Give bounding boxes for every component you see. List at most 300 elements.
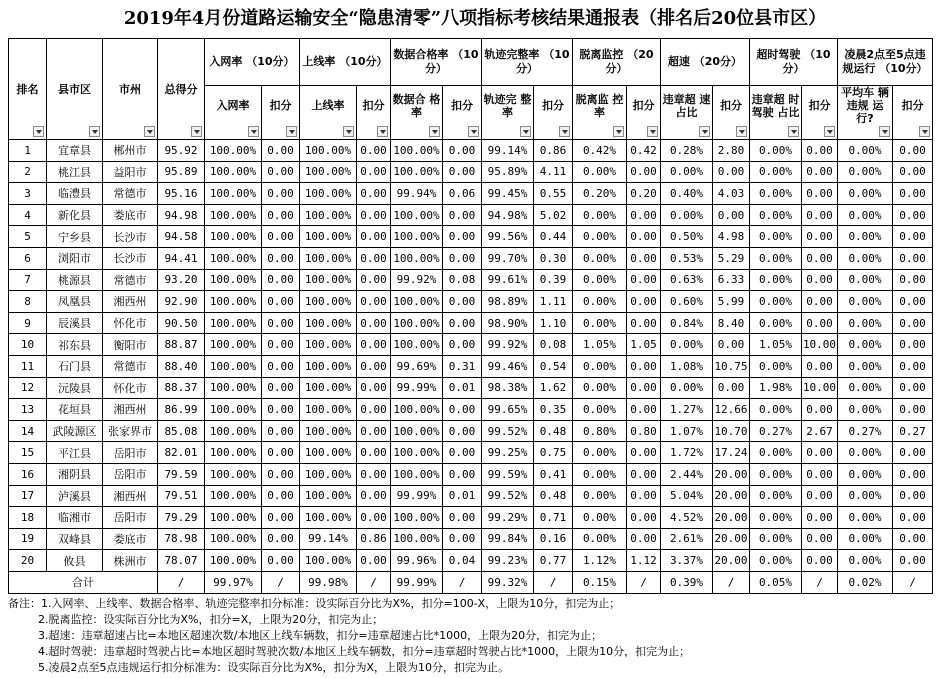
table-cell: 0.55 xyxy=(534,183,573,205)
table-cell: 0.00% xyxy=(750,463,802,485)
table-cell: 0.00 xyxy=(713,334,750,356)
table-cell: 0.00% xyxy=(838,463,893,485)
table-cell: 1.12% xyxy=(573,550,627,572)
filter-dropdown-icon[interactable] xyxy=(33,126,44,137)
table-cell: 0.00 xyxy=(262,528,300,550)
table-cell: 99.94% xyxy=(391,183,443,205)
table-cell: 12 xyxy=(9,377,47,399)
table-cell: 85.08 xyxy=(158,420,205,442)
table-cell: 0.00% xyxy=(838,485,893,507)
results-table xyxy=(8,38,933,594)
table-cell: 90.50 xyxy=(158,312,205,334)
note-line-4: 4.超时驾驶：违章超时驾驶占比=本地区超时驾驶次数/本地区上线车辆数，扣分=违章超时驾驶占比*1000，上限为10分，扣完为止； xyxy=(38,645,691,658)
table-cell: 20.00 xyxy=(713,528,750,550)
table-cell: 100.00% xyxy=(391,226,443,248)
table-cell: 0.00 xyxy=(802,312,838,334)
filter-dropdown-icon[interactable] xyxy=(699,126,710,137)
table-cell: 100.00% xyxy=(205,312,262,334)
table-cell: 湘西州 xyxy=(103,399,158,421)
table-cell: 100.00% xyxy=(300,485,357,507)
header-sub-deduction: 扣分 xyxy=(443,86,482,140)
table-cell: 1.98% xyxy=(750,377,802,399)
header-sub-deduction: 扣分 xyxy=(893,86,933,140)
table-row xyxy=(9,377,933,399)
table-cell: 益阳市 xyxy=(103,161,158,183)
table-cell: 怀化市 xyxy=(103,377,158,399)
table-cell: 0.00 xyxy=(357,183,391,205)
table-cell: 95.89 xyxy=(158,161,205,183)
totals-label: 合计 xyxy=(9,571,158,593)
table-cell: 8 xyxy=(9,291,47,313)
table-cell: 双峰县 xyxy=(47,528,103,550)
table-cell: 100.00% xyxy=(300,247,357,269)
header-group: 脱离监控 （20分） xyxy=(573,39,661,86)
table-cell: 0.00% xyxy=(838,226,893,248)
report-title: 2019年4月份道路运输安全“隐患清零”八项指标考核结果通报表（排名后20位县市区） xyxy=(123,8,827,29)
filter-dropdown-icon[interactable] xyxy=(468,126,479,137)
table-cell: 1.62 xyxy=(534,377,573,399)
table-cell: 0.00 xyxy=(262,507,300,529)
table-cell: 99.59% xyxy=(482,463,534,485)
table-cell: 2.61% xyxy=(661,528,713,550)
totals-cell: 0.39% xyxy=(661,571,713,593)
table-cell: 沅陵县 xyxy=(47,377,103,399)
table-cell: 99.61% xyxy=(482,269,534,291)
table-cell: 0.00 xyxy=(262,291,300,313)
table-cell: 0.00% xyxy=(573,507,627,529)
table-cell: 9 xyxy=(9,312,47,334)
table-cell: 0.80% xyxy=(573,420,627,442)
table-cell: 0.77 xyxy=(534,550,573,572)
table-cell: 0.00 xyxy=(802,528,838,550)
table-cell: 0.20% xyxy=(573,183,627,205)
header-group: 轨迹完整率 （10分） xyxy=(482,39,573,86)
table-cell: 0.00 xyxy=(802,247,838,269)
totals-cell: 99.99% xyxy=(391,571,443,593)
table-cell: 100.00% xyxy=(205,420,262,442)
table-cell: 0.00% xyxy=(750,399,802,421)
table-cell: 20 xyxy=(9,550,47,572)
table-cell: 0.01 xyxy=(443,377,482,399)
table-cell: 0.00 xyxy=(357,463,391,485)
filter-dropdown-icon[interactable] xyxy=(191,126,202,137)
table-cell: 0.00 xyxy=(262,420,300,442)
table-cell: 0.00 xyxy=(802,161,838,183)
table-cell: 宁乡县 xyxy=(47,226,103,248)
table-cell: 0.00% xyxy=(661,377,713,399)
table-row xyxy=(9,247,933,269)
table-cell: 临澧县 xyxy=(47,183,103,205)
table-cell: 0.00% xyxy=(573,226,627,248)
table-cell: 衡阳市 xyxy=(103,334,158,356)
table-cell: 0.48 xyxy=(534,420,573,442)
table-cell: 4.52% xyxy=(661,507,713,529)
header-city: 市州 xyxy=(103,39,158,140)
table-cell: 0.00% xyxy=(750,485,802,507)
table-cell: 5.02 xyxy=(534,204,573,226)
table-cell: 0.00 xyxy=(443,528,482,550)
filter-dropdown-icon[interactable] xyxy=(343,126,354,137)
table-cell: 99.70% xyxy=(482,247,534,269)
filter-dropdown-icon[interactable] xyxy=(736,126,747,137)
table-row xyxy=(9,528,933,550)
table-cell: 100.00% xyxy=(391,161,443,183)
table-cell: 10.00 xyxy=(802,334,838,356)
table-cell: 0.00% xyxy=(838,247,893,269)
filter-dropdown-icon[interactable] xyxy=(879,126,890,137)
header-group: 超时驾驶 （10分） xyxy=(750,39,838,86)
totals-cell: / xyxy=(262,571,300,593)
table-cell: 0.00 xyxy=(262,442,300,464)
table-cell: 0.00% xyxy=(750,442,802,464)
table-cell: 13 xyxy=(9,399,47,421)
table-cell: 10.70 xyxy=(713,420,750,442)
table-cell: 0.54 xyxy=(534,355,573,377)
table-cell: 20.00 xyxy=(713,507,750,529)
table-cell: 100.00% xyxy=(300,334,357,356)
table-cell: 0.00% xyxy=(750,355,802,377)
table-cell: 0.00 xyxy=(893,269,933,291)
table-cell: 泸溪县 xyxy=(47,485,103,507)
table-cell: 100.00% xyxy=(300,463,357,485)
table-cell: 0.00 xyxy=(443,226,482,248)
table-cell: 0.71 xyxy=(534,507,573,529)
table-cell: 0.00% xyxy=(750,247,802,269)
header-sub-metric: 入网率 xyxy=(205,86,262,140)
table-cell: 94.41 xyxy=(158,247,205,269)
table-cell: 100.00% xyxy=(300,161,357,183)
table-cell: 0.00 xyxy=(443,334,482,356)
filter-dropdown-icon[interactable] xyxy=(559,126,570,137)
table-cell: 花垣县 xyxy=(47,399,103,421)
table-cell: 1.08% xyxy=(661,355,713,377)
table-cell: 100.00% xyxy=(205,485,262,507)
table-cell: 0.00 xyxy=(627,528,661,550)
filter-dropdown-icon[interactable] xyxy=(788,126,799,137)
table-cell: 0.00% xyxy=(838,204,893,226)
filter-dropdown-icon[interactable] xyxy=(248,126,259,137)
filter-dropdown-icon[interactable] xyxy=(919,126,930,137)
table-cell: 100.00% xyxy=(205,399,262,421)
table-cell: 0.00% xyxy=(573,291,627,313)
table-cell: 100.00% xyxy=(300,550,357,572)
table-cell: 0.00% xyxy=(838,507,893,529)
table-cell: 0.00% xyxy=(750,528,802,550)
table-cell: 6 xyxy=(9,247,47,269)
table-cell: 0.60% xyxy=(661,291,713,313)
table-cell: 0.00 xyxy=(627,226,661,248)
table-cell: 0.00 xyxy=(627,161,661,183)
table-cell: 常德市 xyxy=(103,355,158,377)
table-cell: 0.00 xyxy=(713,377,750,399)
table-cell: 0.00 xyxy=(627,269,661,291)
totals-cell: 0.15% xyxy=(573,571,627,593)
header-group: 入网率 （10分） xyxy=(205,39,300,86)
table-cell: 0.00% xyxy=(838,140,893,162)
table-cell: 0.08 xyxy=(443,269,482,291)
table-cell: 0.00 xyxy=(893,507,933,529)
table-cell: 100.00% xyxy=(205,528,262,550)
table-cell: 0.00% xyxy=(750,291,802,313)
table-cell: 岳阳市 xyxy=(103,507,158,529)
table-cell: 100.00% xyxy=(300,507,357,529)
table-cell: 0.00 xyxy=(802,507,838,529)
table-cell: 100.00% xyxy=(205,550,262,572)
table-cell: 0.00 xyxy=(627,463,661,485)
table-cell: 100.00% xyxy=(391,463,443,485)
table-cell: 100.00% xyxy=(300,140,357,162)
notes-section xyxy=(8,596,948,676)
table-cell: 99.99% xyxy=(391,485,443,507)
table-cell: 100.00% xyxy=(205,442,262,464)
filter-dropdown-icon[interactable] xyxy=(647,126,658,137)
table-cell: 0.30 xyxy=(534,247,573,269)
table-cell: 99.14% xyxy=(482,140,534,162)
table-cell: 1.10 xyxy=(534,312,573,334)
table-cell: 2.44% xyxy=(661,463,713,485)
table-cell: 88.87 xyxy=(158,334,205,356)
table-cell: 平江县 xyxy=(47,442,103,464)
header-sub-metric: 平均车 辆违规 运行? xyxy=(838,86,893,140)
table-cell: 0.00 xyxy=(262,312,300,334)
table-cell: 99.92% xyxy=(482,334,534,356)
table-cell: 0.00 xyxy=(443,399,482,421)
filter-dropdown-icon[interactable] xyxy=(824,126,835,137)
table-cell: 浏阳市 xyxy=(47,247,103,269)
table-cell: 0.00 xyxy=(802,485,838,507)
filter-dropdown-icon[interactable] xyxy=(286,126,297,137)
header-sub-deduction: 扣分 xyxy=(713,86,750,140)
table-cell: 100.00% xyxy=(391,528,443,550)
table-cell: 95.16 xyxy=(158,183,205,205)
table-cell: 0.53% xyxy=(661,247,713,269)
table-cell: 99.92% xyxy=(391,269,443,291)
table-cell: 98.89% xyxy=(482,291,534,313)
table-cell: 18 xyxy=(9,507,47,529)
table-cell: 0.00 xyxy=(357,420,391,442)
table-cell: 0.00 xyxy=(893,377,933,399)
header-sub-deduction: 扣分 xyxy=(262,86,300,140)
table-cell: 0.20 xyxy=(627,183,661,205)
table-cell: 1.72% xyxy=(661,442,713,464)
filter-dropdown-icon[interactable] xyxy=(613,126,624,137)
table-cell: 10.00 xyxy=(802,377,838,399)
note-line-1: 备注：1.入网率、上线率、数据合格率、轨迹完整率扣分标准：设实际百分比为X%，扣分=100-X，上限为10分，扣完为止； xyxy=(8,597,621,610)
table-cell: 0.00% xyxy=(838,161,893,183)
table-cell: 0.00 xyxy=(627,291,661,313)
table-cell: 0.00 xyxy=(627,355,661,377)
header-sub-deduction: 扣分 xyxy=(534,86,573,140)
table-cell: 0.27% xyxy=(838,420,893,442)
table-cell: 100.00% xyxy=(300,269,357,291)
table-cell: 100.00% xyxy=(300,420,357,442)
table-cell: 0.00% xyxy=(573,269,627,291)
table-row xyxy=(9,226,933,248)
table-cell: 0.00 xyxy=(893,442,933,464)
table-cell: 0.27 xyxy=(893,420,933,442)
totals-cell: / xyxy=(802,571,838,593)
table-cell: 0.00% xyxy=(661,161,713,183)
table-cell: 0.00% xyxy=(750,226,802,248)
table-cell: 15 xyxy=(9,442,47,464)
table-cell: 100.00% xyxy=(300,312,357,334)
table-cell: 0.28% xyxy=(661,140,713,162)
table-cell: 100.00% xyxy=(205,269,262,291)
table-cell: 0.00 xyxy=(893,528,933,550)
header-sub-deduction: 扣分 xyxy=(357,86,391,140)
table-cell: 100.00% xyxy=(205,377,262,399)
totals-cell: / xyxy=(713,571,750,593)
table-cell: 1.12 xyxy=(627,550,661,572)
table-cell: 0.40% xyxy=(661,183,713,205)
table-row xyxy=(9,161,933,183)
table-cell: 0.00 xyxy=(357,485,391,507)
table-cell: 99.29% xyxy=(482,507,534,529)
table-cell: 0.00 xyxy=(357,161,391,183)
table-cell: 岳阳市 xyxy=(103,463,158,485)
table-cell: 0.00% xyxy=(750,550,802,572)
table-cell: 98.38% xyxy=(482,377,534,399)
table-cell: 100.00% xyxy=(205,355,262,377)
table-cell: 100.00% xyxy=(300,399,357,421)
table-cell: 100.00% xyxy=(391,420,443,442)
header-sub-deduction: 扣分 xyxy=(802,86,838,140)
filter-dropdown-icon[interactable] xyxy=(429,126,440,137)
table-cell: 100.00% xyxy=(205,204,262,226)
totals-cell: / xyxy=(357,571,391,593)
totals-row xyxy=(9,571,933,593)
table-cell: 0.00 xyxy=(443,463,482,485)
table-cell: 99.69% xyxy=(391,355,443,377)
table-cell: 0.00 xyxy=(357,291,391,313)
table-cell: 0.08 xyxy=(534,334,573,356)
table-cell: 0.00% xyxy=(750,140,802,162)
table-cell: 0.00 xyxy=(893,463,933,485)
table-row xyxy=(9,334,933,356)
table-row xyxy=(9,442,933,464)
table-cell: 0.00 xyxy=(357,355,391,377)
table-cell: 78.98 xyxy=(158,528,205,550)
table-cell: 辰溪县 xyxy=(47,312,103,334)
header-group: 超速 （20分） xyxy=(661,39,750,86)
table-cell: 长沙市 xyxy=(103,247,158,269)
table-cell: 1.05% xyxy=(750,334,802,356)
table-cell: 湘西州 xyxy=(103,485,158,507)
table-cell: 99.52% xyxy=(482,420,534,442)
table-row xyxy=(9,485,933,507)
table-cell: 0.00 xyxy=(443,247,482,269)
table-cell: 0.35 xyxy=(534,399,573,421)
table-row xyxy=(9,355,933,377)
table-cell: 0.00 xyxy=(627,204,661,226)
table-cell: 0.50% xyxy=(661,226,713,248)
table-cell: 4.11 xyxy=(534,161,573,183)
table-cell: 5 xyxy=(9,226,47,248)
table-cell: 武陵源区 xyxy=(47,420,103,442)
table-row xyxy=(9,550,933,572)
table-cell: 0.00% xyxy=(573,528,627,550)
table-cell: 86.99 xyxy=(158,399,205,421)
table-cell: 100.00% xyxy=(300,355,357,377)
table-cell: 0.00% xyxy=(838,183,893,205)
table-cell: 0.86 xyxy=(534,140,573,162)
table-cell: 0.44 xyxy=(534,226,573,248)
table-cell: 0.00% xyxy=(838,269,893,291)
table-cell: 0.00 xyxy=(893,550,933,572)
filter-dropdown-icon[interactable] xyxy=(89,126,100,137)
totals-cell: 99.32% xyxy=(482,571,534,593)
table-cell: 14 xyxy=(9,420,47,442)
table-cell: 100.00% xyxy=(205,161,262,183)
table-cell: 10.75 xyxy=(713,355,750,377)
table-cell: 92.90 xyxy=(158,291,205,313)
table-row xyxy=(9,420,933,442)
table-cell: 0.00 xyxy=(802,355,838,377)
table-cell: 株洲市 xyxy=(103,550,158,572)
table-cell: 100.00% xyxy=(205,226,262,248)
table-cell: 0.39 xyxy=(534,269,573,291)
table-cell: 0.00% xyxy=(573,312,627,334)
table-cell: 99.56% xyxy=(482,226,534,248)
table-cell: 99.65% xyxy=(482,399,534,421)
table-cell: 99.96% xyxy=(391,550,443,572)
table-cell: 0.00 xyxy=(893,140,933,162)
table-cell: 桃江县 xyxy=(47,161,103,183)
table-cell: 12.66 xyxy=(713,399,750,421)
totals-cell: / xyxy=(627,571,661,593)
table-cell: 0.00% xyxy=(838,312,893,334)
table-cell: 祁东县 xyxy=(47,334,103,356)
totals-cell: / xyxy=(534,571,573,593)
table-cell: 0.00% xyxy=(573,399,627,421)
table-cell: 100.00% xyxy=(391,291,443,313)
table-cell: 0.00% xyxy=(838,550,893,572)
table-cell: 1.05 xyxy=(627,334,661,356)
filter-dropdown-icon[interactable] xyxy=(520,126,531,137)
table-cell: 100.00% xyxy=(391,507,443,529)
table-cell: 0.00 xyxy=(357,399,391,421)
table-cell: 0.00% xyxy=(573,247,627,269)
table-cell: 0.00% xyxy=(838,442,893,464)
table-cell: 0.00 xyxy=(627,377,661,399)
filter-dropdown-icon[interactable] xyxy=(144,126,155,137)
table-cell: 6.33 xyxy=(713,269,750,291)
table-cell: 0.00% xyxy=(750,269,802,291)
table-cell: 0.00 xyxy=(357,140,391,162)
table-cell: 95.92 xyxy=(158,140,205,162)
totals-cell: 0.02% xyxy=(838,571,893,593)
filter-dropdown-icon[interactable] xyxy=(377,126,388,137)
table-cell: 99.45% xyxy=(482,183,534,205)
table-cell: 0.16 xyxy=(534,528,573,550)
table-cell: 0.00 xyxy=(627,442,661,464)
table-cell: 0.00 xyxy=(893,355,933,377)
table-cell: 4 xyxy=(9,204,47,226)
table-cell: 0.00 xyxy=(357,550,391,572)
table-cell: 93.20 xyxy=(158,269,205,291)
table-cell: 0.00% xyxy=(573,355,627,377)
table-cell: 0.00 xyxy=(357,312,391,334)
table-cell: 攸县 xyxy=(47,550,103,572)
header-sub-metric: 违章超 时驾驶 占比 xyxy=(750,86,802,140)
table-cell: 79.29 xyxy=(158,507,205,529)
table-cell: 0.00% xyxy=(661,334,713,356)
table-cell: 0.00 xyxy=(262,550,300,572)
header-sub-deduction: 扣分 xyxy=(627,86,661,140)
note-line-2: 2.脱离监控：设实际百分比为X%，扣分=X，上限为20分，扣完为止； xyxy=(38,613,384,626)
table-cell: 0.00 xyxy=(893,334,933,356)
table-cell: 8.40 xyxy=(713,312,750,334)
